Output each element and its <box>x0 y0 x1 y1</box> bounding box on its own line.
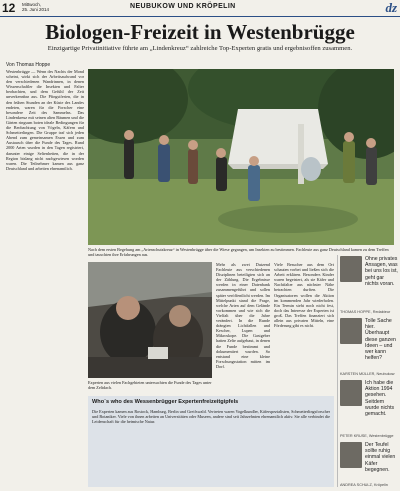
portrait-4 <box>340 442 362 468</box>
quote-4: Der Teufel sollte ruhig einmal vielen Käfer begegnen. <box>365 442 396 473</box>
tent-photo-image <box>88 262 212 378</box>
quote-1: Ohne privates Ansagen, was bei uns los ist, geht gar nichts voran. <box>365 256 398 287</box>
sidebar-divider <box>337 255 338 487</box>
column-1-text: Westenbrügge — Wenn des Nachts der Mond scheint, wirkt sich der Arbeitsaufwand vor den verschiedenen Wandrinnen, in denen Wissenschaftler die Insekten und Falter beobachten, und dem Gefühl der Zeit unverkennbar aus. Die Pfingstferien, die in den frühen Stunden an der Küste des Landes endeten, waren für die Forscher eine besondere Zeit des Sammelns. Das Lindenkreuz mit seinen alten Bäumen und die Gärten ringsum boten ideale Bedingungen für die Beobachtung von Vögeln, Käfern und Schmetterlingen. Die Gruppe traf sich jeden Abend zum gemeinsamen Essen und zum Austausch über die Funde des Tages. Rund 2000 Arten wurden in den Tagen registriert, darunter einige Seltenheiten, die in der Region bislang nicht nachgewiesen worden waren. Die Teilnehmer kamen aus ganz Deutschland und arbeiten ehrenamtlich. <box>6 69 84 171</box>
portrait-2 <box>340 318 362 344</box>
quote-3: Ich habe die Aktion 1994 gesehen. Seitdem wurde nichts gemacht. <box>365 380 395 418</box>
quote-3-name: PETER KRUSE, Westenbrügge <box>340 434 394 438</box>
whos-who-box <box>88 396 334 487</box>
portrait-1 <box>340 256 362 282</box>
main-photo <box>88 69 394 245</box>
newspaper-logo: dz <box>385 0 397 15</box>
article-subtitle: Einzigartige Privatinitiative führte am „Lindenkreuz“ zahlreiche Top-Experten gratis und ergebnisoffen zusammen. <box>47 45 353 52</box>
article-column-1 <box>6 69 84 487</box>
quote-4-name: ANDREA SCHULZ, Kröpelin <box>340 483 388 487</box>
quote-2-name: KARSTEN MÜLLER, Neubukow <box>340 372 395 376</box>
page-number: 12 <box>2 1 16 15</box>
secondary-photo-caption: Experten aus vielen Fachgebieten untersuchten die Funde des Tages unter dem Zeltdach. <box>88 380 212 390</box>
whos-who-title: Who´s who des Wessenbrügger Expertenfreizeitgipfels <box>92 399 239 405</box>
secondary-photo <box>88 262 212 378</box>
main-photo-caption: Nach dem ersten Begehung am „Artenschutzkreuz“ in Westenbrügge über die Wiese gegangen, um Insekten zu bestimmen. Fachleute aus ganz Deutschland kamen zu dem Treffen und tauschten ihre Erfahrungen aus. <box>88 247 389 257</box>
section-title: NEUBUKOW UND KRÖPELIN <box>130 3 236 10</box>
issue-weekday: Mittwoch, <box>22 2 42 7</box>
column-4-text: Viele Besucher aus dem Ort schauten vorbei und ließen sich die Arbeit erklären. Besonders Kinder waren begeistert, als sie Käfer und Nachtfalter aus nächster Nähe betrachten durften. Die Organisatoren wollen die Aktion im kommenden Jahr wiederholen. Ein Termin steht noch nicht fest, doch das Interesse der Experten ist groß. Das Treffen finanziert sich allein aus privaten Mitteln, eine Förderung gibt es nicht. <box>274 262 334 329</box>
whos-who-text: Die Experten kamen aus Rostock, Hamburg, Berlin und Greifswald. Vertreten waren Vogelkundler, Käferspezialisten, Schmetterlingsforscher und Botaniker. Viele von ihnen arbeiten an Universitäten oder Museen, andere sind seit Jahrzehnten ehrenamtlich aktiv. Sie alle verbindet die Leidenschaft für die heimische Natur. <box>92 409 330 425</box>
article-title: Biologen-Freizeit in Westenbrügge <box>45 20 355 44</box>
issue-date <box>22 2 49 12</box>
article-author: Von Thomas Hoppe <box>6 62 51 68</box>
issue-date-value: 25. Juni 2014 <box>22 7 50 12</box>
quote-1-name: THOMAS HOPPE, Redakteur <box>340 310 391 314</box>
quote-2: Tolle Sache hier. Überhaupt diese ganzen Ideen – und wer kann helfen? <box>365 318 396 362</box>
column-3-text: Mehr als zwei Dutzend Fachleute aus verschiedenen Disziplinen beteiligten sich an der Zählung. Die Ergebnisse werden in einer Datenbank zusammengeführt und sollen später veröffentlicht werden. Im Mittelpunkt stand die Frage, welche Arten auf dem Gelände vorkommen und wie sich die Vielfalt über die Jahre verändert. In die Runde drängten Lichtfallen und Kescher, Lupen und Mikroskope. Die Gastgeber hatten Zelte aufgebaut, in denen die Funde bestimmt und dokumentiert wurden. So entstand eine kleine Forschungsstation mitten im Dorf. <box>216 262 270 369</box>
article-column-3 <box>216 262 270 392</box>
portrait-3 <box>340 380 362 406</box>
article-column-4 <box>274 262 334 392</box>
garden-photo-image <box>88 69 394 245</box>
